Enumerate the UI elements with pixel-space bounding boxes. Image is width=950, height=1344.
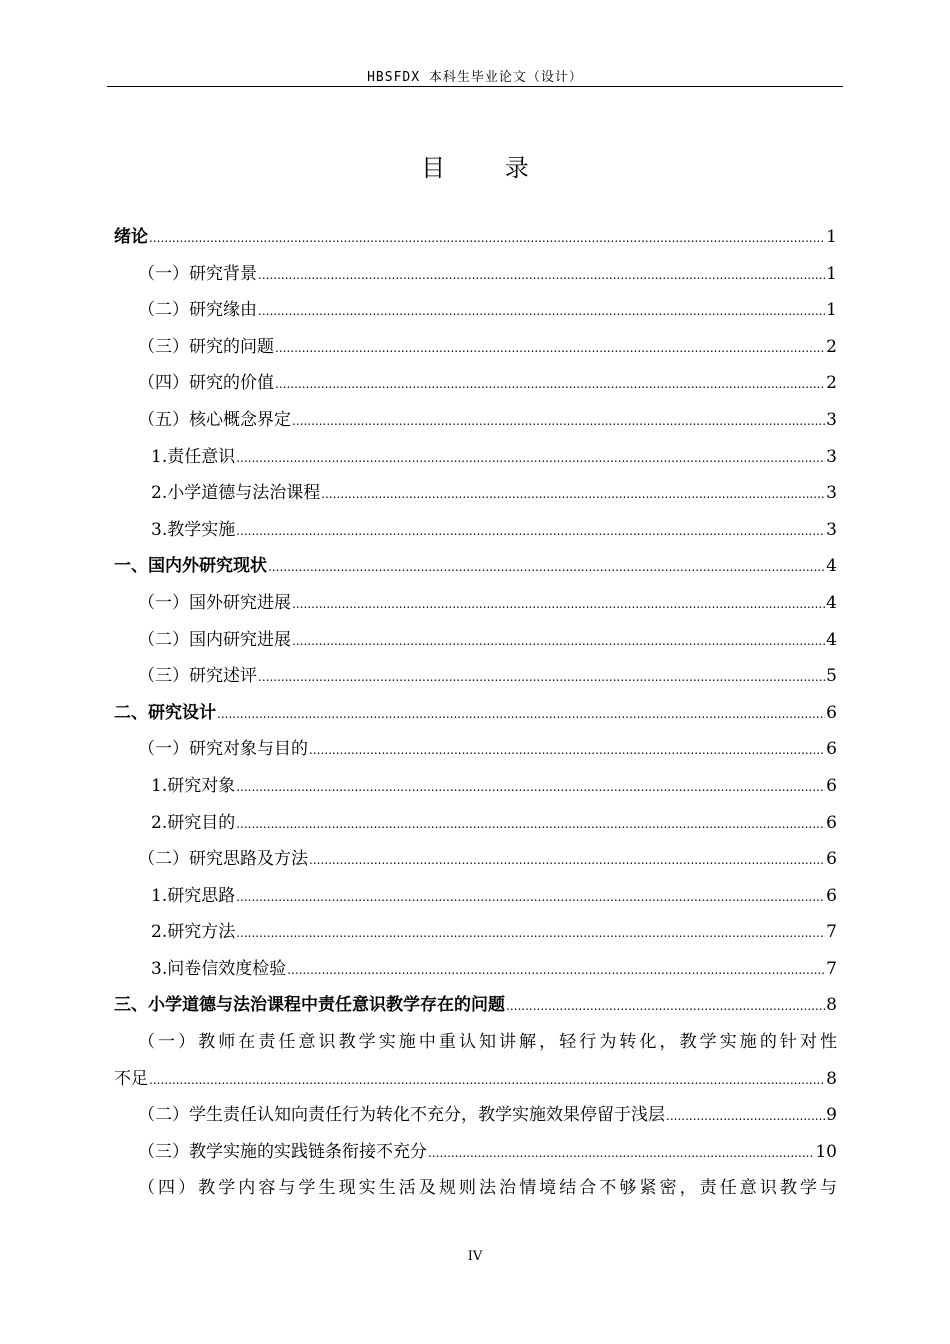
toc-entry[interactable] [114,734,837,771]
dot-leader [275,341,825,355]
toc-entry[interactable] [114,368,837,405]
toc-entry-label: （一）教师在责任意识教学实施中重认知讲解，轻行为转化，教学实施的针对性 [138,1032,837,1053]
dot-leader [275,377,825,391]
toc-entry-label: 3.教学实施 [151,519,236,540]
dot-leader [236,451,825,465]
toc-entry[interactable] [114,332,837,369]
toc-entry-label: （三）研究的问题 [138,336,274,357]
dot-leader [287,963,825,977]
dot-leader [428,1146,814,1160]
dot-leader [268,560,825,574]
toc-entry-label: 绪论 [114,227,148,247]
toc-entry[interactable] [114,1137,837,1174]
toc-entry-label: （二）研究思路及方法 [138,849,308,870]
toc-entry-page: 10 [815,1141,837,1162]
toc-entry-label: 2.研究方法 [151,922,236,943]
toc-entry[interactable] [114,295,837,332]
toc-entry-page: 2 [826,336,837,357]
toc-entry-page: 3 [826,409,837,430]
dot-leader [236,926,825,940]
toc-entry-page: 8 [826,995,837,1016]
header-rule [107,86,843,87]
toc-entry-page: 6 [826,849,837,870]
toc-entry[interactable] [114,222,837,259]
dot-leader [309,853,825,867]
toc-entry-page: 6 [826,775,837,796]
toc-entry-label: （一）国外研究进展 [138,592,291,613]
toc-entry[interactable] [114,844,837,881]
toc-entry-label: 2.研究目的 [151,812,236,833]
toc-entry-page: 6 [826,885,837,906]
toc-entry-label: 不足 [114,1068,148,1089]
toc-entry[interactable] [114,478,837,515]
page-number: IV [467,1249,483,1264]
toc-entry[interactable] [114,1027,837,1064]
dot-leader [236,817,825,831]
dot-leader [258,268,825,282]
toc-entry-label: 三、小学道德与法治课程中责任意识教学存在的问题 [114,995,505,1016]
toc-entry[interactable] [114,954,837,991]
dot-leader [217,707,825,721]
toc-entry-page: 4 [826,592,837,613]
toc-entry-page: 4 [826,629,837,650]
toc-entry-label: 一、国内外研究现状 [114,556,267,577]
toc-entry[interactable] [114,625,837,662]
toc-entry-page: 6 [826,702,837,723]
dot-leader [149,231,825,245]
toc-entry-page: 7 [826,922,837,943]
toc-entry-label: （三）研究述评 [138,666,257,687]
toc-entry[interactable] [114,808,837,845]
toc-entry-label: 1.责任意识 [151,446,236,467]
toc-entry[interactable] [114,771,837,808]
toc-entry-label: （二）学生责任认知向责任行为转化不充分，教学实施效果停留于浅层 [138,1105,665,1126]
toc-entry-page: 9 [826,1105,837,1126]
toc-entry-page: 6 [826,739,837,760]
toc-entry-page: 1 [826,263,837,284]
toc-entry[interactable] [114,405,837,442]
dot-leader [309,743,825,757]
toc-entry-label: 1.研究思路 [151,885,236,906]
toc-entry[interactable] [114,1064,837,1101]
dot-leader [506,999,825,1013]
toc-entry[interactable] [114,259,837,296]
toc-entry-label: （五）核心概念界定 [138,409,291,430]
toc-entry-page: 1 [826,300,837,321]
toc-entry-label: （二）研究缘由 [138,300,257,321]
toc-entry-label: （二）国内研究进展 [138,629,291,650]
dot-leader [236,524,825,538]
toc-entry[interactable] [114,551,837,588]
toc-entry[interactable] [114,1100,837,1137]
dot-leader [236,780,825,794]
dot-leader [292,414,825,428]
toc-entry-page: 5 [826,666,837,687]
toc-entry[interactable] [114,442,837,479]
toc-entry-page: 2 [826,373,837,394]
toc-entry-label: （四）研究的价值 [138,373,274,394]
running-header: HBSFDX 本科生毕业论文（设计） [367,70,583,85]
toc-entry-label: 1.研究对象 [151,775,236,796]
dot-leader [258,670,825,684]
toc-entry-label: （一）研究背景 [138,263,257,284]
toc-entry-page: 3 [826,483,837,504]
toc-entry-page: 1 [826,227,837,247]
toc-entry-label: （一）研究对象与目的 [138,739,308,760]
page-title: 目 录 [421,154,555,182]
dot-leader [258,304,825,318]
toc-entry-label: （三）教学实施的实践链条衔接不充分 [138,1141,427,1162]
toc-entry[interactable] [114,990,837,1027]
table-of-contents [114,222,837,1210]
toc-entry[interactable] [114,881,837,918]
dot-leader [292,634,825,648]
dot-leader [666,1109,825,1123]
toc-entry-label: 3.问卷信效度检验 [151,958,287,979]
toc-entry[interactable] [114,588,837,625]
toc-entry[interactable] [114,661,837,698]
toc-entry[interactable] [114,1173,837,1210]
dot-leader [321,487,825,501]
toc-entry-page: 7 [826,958,837,979]
toc-entry[interactable] [114,917,837,954]
toc-entry-page: 3 [826,446,837,467]
toc-entry-page: 4 [826,556,837,577]
dot-leader [292,597,825,611]
dot-leader [149,1073,825,1087]
toc-entry[interactable] [114,515,837,552]
toc-entry-label: 二、研究设计 [114,702,216,723]
toc-entry-label: 2.小学道德与法治课程 [151,483,321,504]
toc-entry-page: 3 [826,519,837,540]
toc-entry[interactable] [114,698,837,735]
toc-entry-page: 6 [826,812,837,833]
toc-entry-label: （四）教学内容与学生现实生活及规则法治情境结合不够紧密，责任意识教学与 [138,1178,837,1199]
toc-entry-page: 8 [826,1068,837,1089]
dot-leader [236,890,825,904]
